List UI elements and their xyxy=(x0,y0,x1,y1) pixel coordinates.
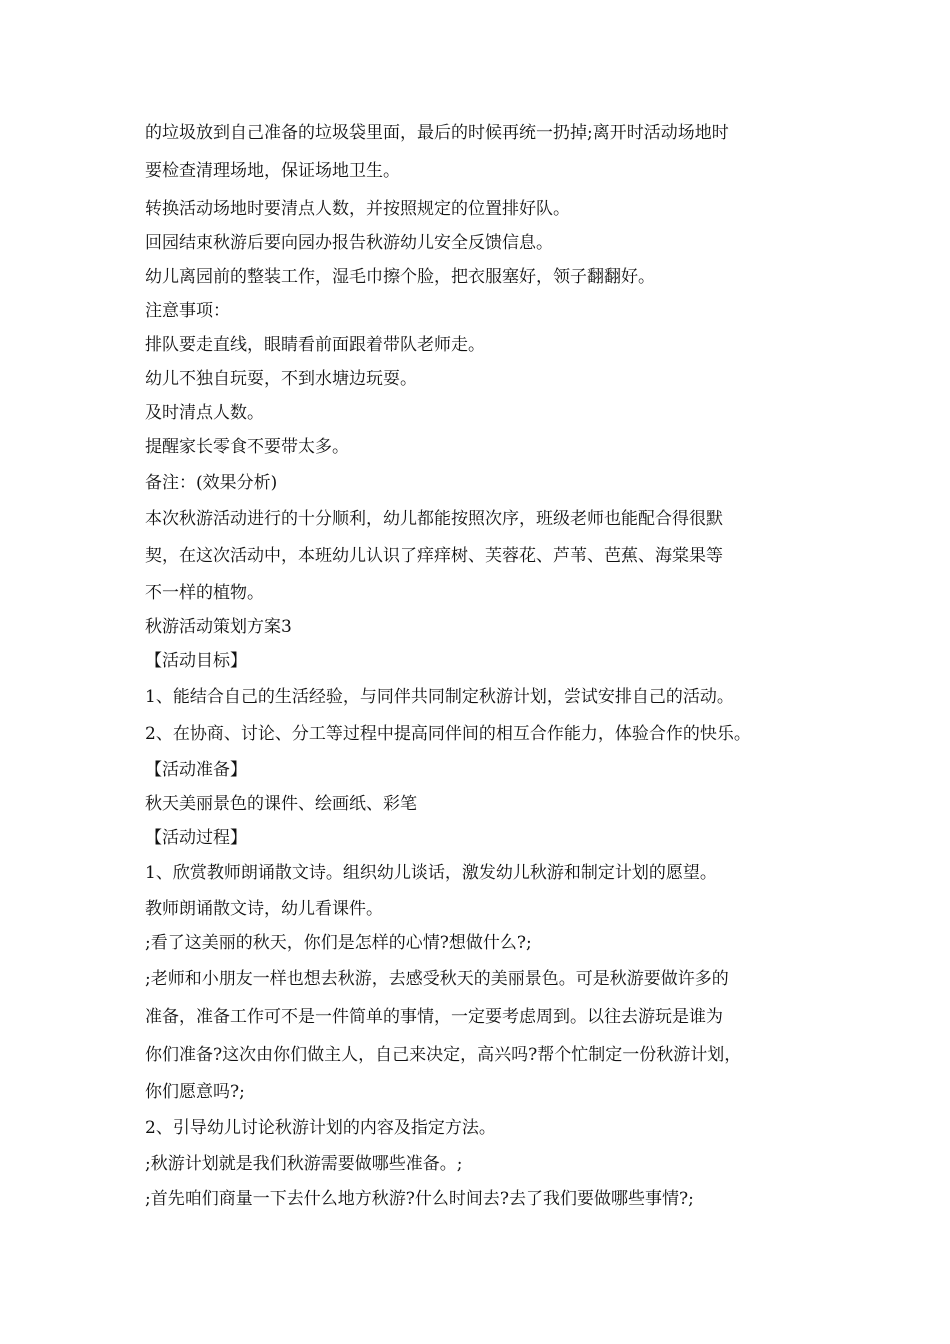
text-line: 排队要走直线，眼睛看前面跟着带队老师走。 xyxy=(145,335,485,355)
text-line: ;老师和小朋友一样也想去秋游，去感受秋天的美丽景色。可是秋游要做许多的 xyxy=(145,969,729,989)
text-line: 幼儿不独自玩耍，不到水塘边玩耍。 xyxy=(145,369,417,389)
text-line: 1、能结合自己的生活经验，与同伴共同制定秋游计划，尝试安排自己的活动。 xyxy=(145,687,734,707)
text-line: 转换活动场地时要清点人数，并按照规定的位置排好队。 xyxy=(145,199,570,219)
text-line: 幼儿离园前的整装工作，湿毛巾擦个脸，把衣服塞好，领子翻翻好。 xyxy=(145,267,655,287)
text-line: 不一样的植物。 xyxy=(145,583,264,603)
section-heading: 【活动目标】 xyxy=(145,651,247,671)
section-heading: 注意事项： xyxy=(145,301,230,321)
document-title: 秋游活动策划方案3 xyxy=(145,617,292,637)
text-line: 2、引导幼儿讨论秋游计划的内容及指定方法。 xyxy=(145,1118,496,1138)
text-line: ;看了这美丽的秋天，你们是怎样的心情?想做什么?; xyxy=(145,933,532,953)
text-line: 要检查清理场地，保证场地卫生。 xyxy=(145,161,400,181)
text-line: 本次秋游活动进行的十分顺利，幼儿都能按照次序，班级老师也能配合得很默 xyxy=(145,509,723,529)
text-line: ;秋游计划就是我们秋游需要做哪些准备。; xyxy=(145,1154,463,1174)
text-line: ;首先咱们商量一下去什么地方秋游?什么时间去?去了我们要做哪些事情?; xyxy=(145,1189,694,1209)
text-line: 回园结束秋游后要向园办报告秋游幼儿安全反馈信息。 xyxy=(145,233,553,253)
text-line: 2、在协商、讨论、分工等过程中提高同伴间的相互合作能力，体验合作的快乐。 xyxy=(145,724,751,744)
text-line: 你们准备?这次由你们做主人，自己来决定，高兴吗?帮个忙制定一份秋游计划， xyxy=(145,1045,742,1065)
section-heading: 【活动准备】 xyxy=(145,760,247,780)
text-line: 秋天美丽景色的课件、绘画纸、彩笔 xyxy=(145,794,417,814)
text-line: 的垃圾放到自己准备的垃圾袋里面，最后的时候再统一扔掉;离开时活动场地时 xyxy=(145,123,729,143)
text-line: 你们愿意吗?; xyxy=(145,1082,245,1102)
text-line: 及时清点人数。 xyxy=(145,403,264,423)
text-line: 契，在这次活动中，本班幼儿认识了痒痒树、芙蓉花、芦苇、芭蕉、海棠果等 xyxy=(145,546,723,566)
section-heading: 备注：(效果分析) xyxy=(145,473,278,493)
text-line: 教师朗诵散文诗，幼儿看课件。 xyxy=(145,899,383,919)
section-heading: 【活动过程】 xyxy=(145,828,247,848)
text-line: 准备，准备工作可不是一件简单的事情，一定要考虑周到。以往去游玩是谁为 xyxy=(145,1007,723,1027)
text-line: 1、欣赏教师朗诵散文诗。组织幼儿谈话，激发幼儿秋游和制定计划的愿望。 xyxy=(145,863,717,883)
text-line: 提醒家长零食不要带太多。 xyxy=(145,437,349,457)
